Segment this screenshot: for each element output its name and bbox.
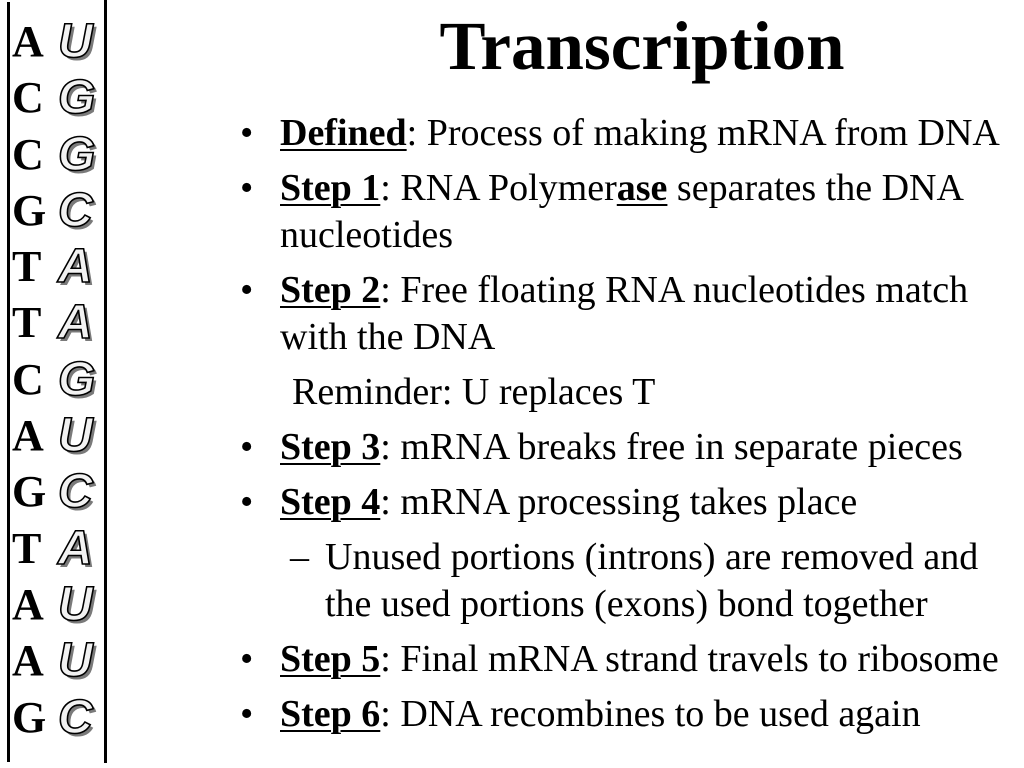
slide-title: Transcription: [439, 8, 845, 84]
dna-base: C: [12, 73, 44, 123]
dna-base: A: [12, 411, 44, 461]
mrna-base: C: [58, 690, 93, 744]
bullet-text-continued: with the DNA: [280, 316, 496, 358]
bullet-term: Step 3: [280, 426, 381, 468]
reminder-note: [280, 369, 1020, 416]
bullet-marker: •: [240, 426, 254, 468]
dna-base: C: [12, 354, 44, 404]
base-pair-row: [0, 690, 104, 746]
bullet-step-5: [240, 636, 1020, 683]
base-pair-row: [0, 239, 104, 295]
dna-base: A: [12, 579, 44, 629]
bullet-text: : Final mRNA strand travels to ribosome: [380, 638, 999, 680]
bullet-step-3: [240, 424, 1020, 471]
bullet-text: separates the DNA: [667, 167, 964, 209]
base-pair-row: [0, 408, 104, 464]
bullet-text: : Process of making mRNA from DNA: [406, 112, 1000, 154]
bullet-defined: [240, 110, 1020, 157]
bullet-marker: •: [240, 481, 254, 523]
mrna-base: G: [58, 71, 96, 125]
bullet-step-6: [240, 691, 1020, 738]
base-pair-row: [0, 295, 104, 351]
dna-base: A: [12, 636, 44, 686]
base-pair-row: [0, 577, 104, 633]
mrna-base: U: [58, 409, 93, 463]
bullet-marker: •: [240, 638, 254, 680]
bullet-step-4: [240, 479, 1020, 628]
sub-bullet: [290, 534, 1020, 628]
bullet-list: [240, 110, 1020, 738]
mrna-base: U: [58, 634, 93, 688]
sub-bullet-text: Unused portions (introns) are removed and: [325, 536, 979, 578]
base-pair-row: [0, 464, 104, 520]
base-pair-row: [0, 14, 104, 70]
bullet-term: Step 2: [280, 269, 381, 311]
dna-base: G: [12, 467, 47, 517]
dna-base: T: [12, 298, 42, 348]
mrna-base: C: [58, 465, 93, 519]
bullet-text: : mRNA breaks free in separate pieces: [380, 426, 963, 468]
dna-base: A: [12, 17, 44, 66]
bullet-step-2: [240, 267, 1020, 361]
sub-bullet-marker: –: [290, 536, 309, 578]
mrna-base: A: [58, 296, 93, 350]
mrna-base: C: [58, 183, 93, 237]
bullet-text: : mRNA processing takes place: [380, 481, 858, 523]
base-pair-row: [0, 633, 104, 689]
bullet-term: Step 1: [280, 167, 381, 209]
mrna-base: U: [58, 577, 93, 631]
dna-mrna-strand: [0, 14, 104, 746]
base-pair-row: [0, 127, 104, 183]
base-pair-row: [0, 183, 104, 239]
mrna-base: G: [58, 127, 96, 181]
bullet-text-continued: nucleotides: [280, 214, 454, 256]
bullet-text: : Free floating RNA nucleotides match: [380, 269, 969, 311]
bullet-term: Step 4: [280, 481, 381, 523]
mrna-base: G: [58, 352, 96, 406]
dna-base: T: [12, 523, 42, 573]
base-pair-row: [0, 352, 104, 408]
dna-base: T: [12, 242, 42, 292]
bullet-term: Step 6: [280, 693, 381, 735]
strand-backbone-right: [104, 0, 107, 763]
bullet-term: Defined: [280, 112, 407, 154]
base-pair-row: [0, 70, 104, 126]
base-pair-row: [0, 521, 104, 577]
bullet-marker: •: [240, 693, 254, 735]
bullet-marker: •: [240, 269, 254, 311]
sub-bullet-text-continued: the used portions (exons) bond together: [325, 583, 928, 625]
bullet-text: : DNA recombines to be used again: [380, 693, 921, 735]
mrna-base: A: [58, 521, 93, 575]
dna-base: G: [12, 692, 47, 742]
bullet-step-1: [240, 165, 1020, 259]
bullet-marker: •: [240, 112, 254, 154]
reminder-text: Reminder: U replaces T: [292, 371, 656, 413]
dna-base: C: [12, 129, 44, 179]
bullet-text: : RNA Polymer: [380, 167, 617, 209]
bullet-marker: •: [240, 167, 254, 209]
mrna-base: U: [58, 15, 93, 68]
emphasized-suffix: ase: [616, 167, 668, 209]
dna-base: G: [12, 185, 47, 235]
bullet-term: Step 5: [280, 638, 381, 680]
mrna-base: A: [58, 240, 93, 294]
